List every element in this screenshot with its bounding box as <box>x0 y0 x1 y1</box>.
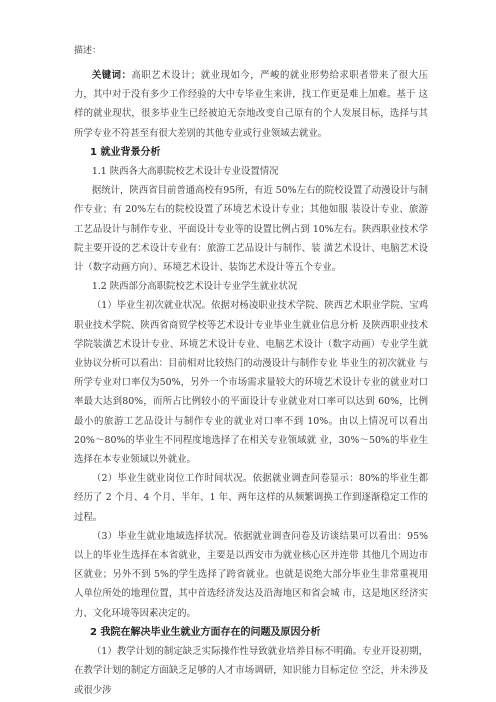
section-2-paragraph-1: （1）教学计划的制定缺乏实际操作性导致就业培养目标不明确。专业开设初期，在教学计划的制定方面缺乏足够的人才市场调研，知识能力目标定位 空泛，并未涉及或很少涉 <box>74 646 428 696</box>
description-label: 描述： <box>74 46 102 56</box>
subsection-1-2-paragraph-3: （3）毕业生就业地域选择状况。依据就业调查问卷及访谈结果可以看出：95%以上的毕业生选择在本省就业，主要是以西安市为就业核心区并连带 其他几个周边市区就业；另外不到 5%的学生选择了跨省就业。也就是说绝大部分毕业生非常重视用人单位所处的地理位置，其中首选经济发达及沿海地区和省会城 市，这是地区经济实力、文化环境等因素决定的。 <box>74 530 428 619</box>
subsection-1-2-heading: 1.2 陕西部分高职院校艺术设计专业学生就业状况 <box>91 281 298 293</box>
abstract-paragraph <box>74 66 428 143</box>
subsection-1-1-heading: 1.1 陕西各大高职院校艺术设计专业设置情况 <box>91 166 279 178</box>
subsection-1-1-paragraph: 据统计，陕西省目前普通高校有95所，有近 50%左右的院校设置了动漫设计与制作专业；有 20%左右的院校设置了环境艺术设计专业；其他如服 装设计专业、旅游工艺品设计与制作专业、平面设计专业等的设置比例占到 10%左右。陕西职业技术学院主要开设的艺术设计专业有：旅游工艺品设计与制作、装 潢艺术设计、电脑艺术设计（数字动画方向）、环境艺术设计、装饰艺术设计等五个专业。 <box>74 185 428 274</box>
section-1-heading: 1 就业背景分析 <box>90 146 161 158</box>
subsection-1-2-paragraph-2: （2）毕业生就业岗位工作时间状况。依据就业调查问卷显示：80%的毕业生都经历了 2 个月、4 个月、半年、1 年、两年这样的从频繁调换工作到逐渐稳定工作的过程。 <box>74 473 428 523</box>
subsection-1-2-paragraph-1: （1）毕业生初次就业状况。依据对杨凌职业技术学院、陕西艺术职业学院、宝鸡职业技术学院、陕西省商贸学校等艺术设计专业毕业生就业信息分析 及陕西职业技术学院装潢艺术设计专业、环境艺术设计专业、电脑艺术设计（数字动画）专业学生就业协议分析可以看出：目前相对比较热门的动漫设计与制作专业 毕业生的初次就业 与所学专业对口率仅为50%，另外一个市场需求量较大的环境艺术设计专业的就业对口率最大达到80%，而所占比例较小的平面设计专业就业对口率可以达到 60%，比例最小的旅游工艺品设计与制作专业的就业对口率不到 10%。由以上情况可以看出 20%～80%的毕业生不同程度地选择了在相关专业领域就 业，30%～50%的毕业生选择在本专业领域以外就业。 <box>74 300 428 466</box>
section-2-heading: 2 我院在解决毕业生就业方面存在的问题及原因分析 <box>90 626 321 638</box>
abstract-text: 高职艺术设计；就业现如今，严峻的就业形势给求职者带来了很大压力，其中对于没有多少工作经验的大中专毕业生来讲，找工作更是难上加难。基于 这样的就业现状，很多毕业生已经被迫无奈地改变自己原有的个人发展目标，选择与其所学专业不符甚至有很大差别的其他专业或行业领域去就业。 <box>74 70 428 139</box>
keywords-label: 关键词： <box>91 70 132 81</box>
